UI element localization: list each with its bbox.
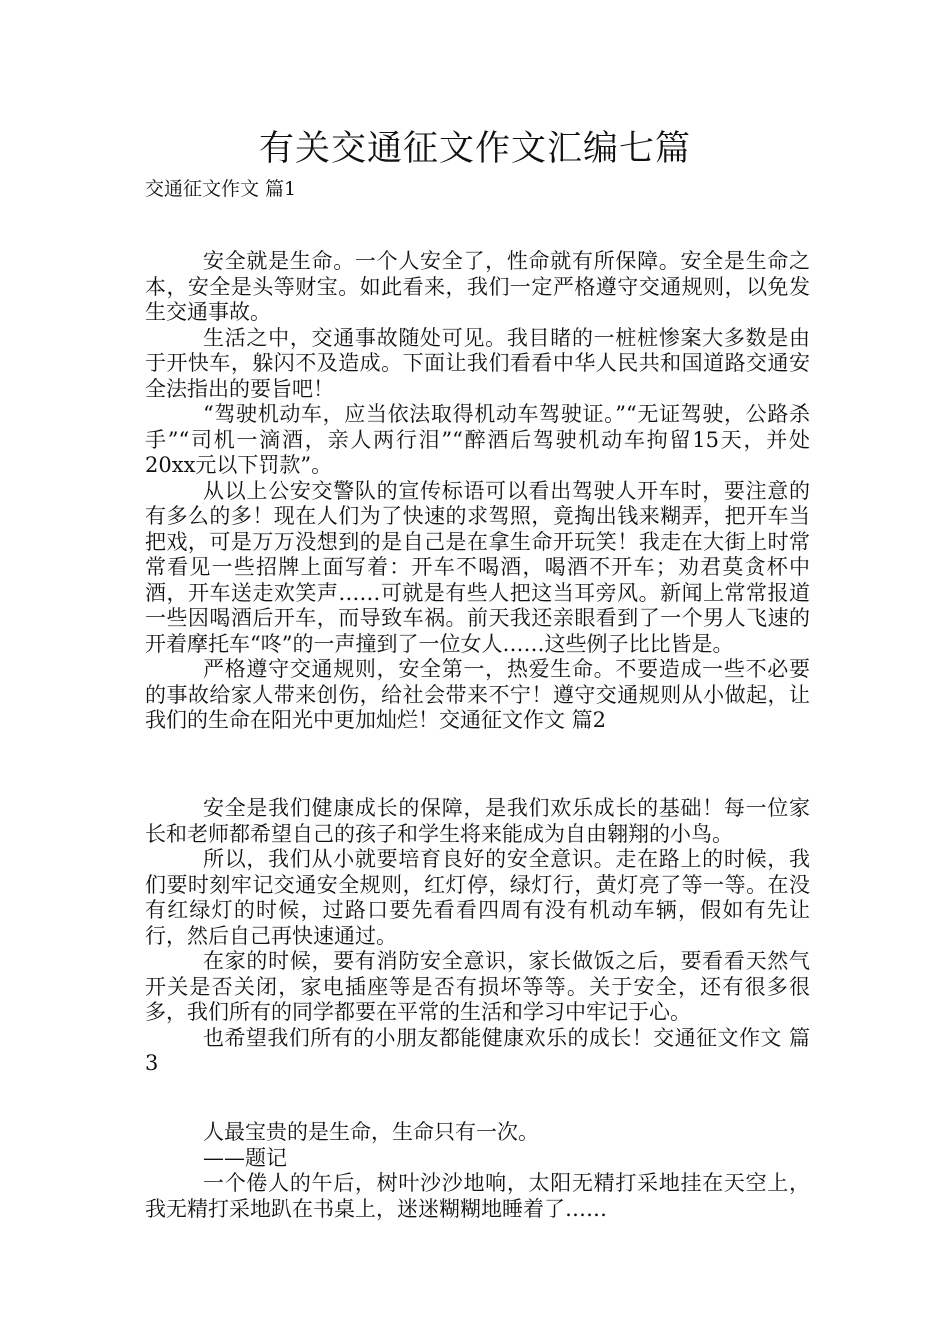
paragraph-text: 严格遵守交通规则，安全第一，热爱生命。不要造成一些不必要的事故给家人带来创伤，给社会带来不宁！遵守交通规则从小做起，让我们的生命在阳光中更加灿烂！: [145, 657, 810, 732]
paragraph: 从以上公安交警队的宣传标语可以看出驾驶人开车时，要注意的有多么的多！现在人们为了快速的求驾照，竟掏出钱来糊弄，把开车当把戏，可是万万没想到的是自己是在拿生命开玩笑！我走在大街上时常常看见一些招牌上面写着：开车不喝酒，喝酒不开车；劝君莫贪杯中酒，开车送走欢笑声……可就是有些人把这当耳旁风。新闻上常常报道一些因喝酒后开车，而导致车祸。前天我还亲眼看到了一个男人飞速的开着摩托车“咚”的一声撞到了一位女人……这些例子比比皆是。: [145, 478, 810, 656]
paragraph: 安全就是生命。一个人安全了，性命就有所保障。安全是生命之本，安全是头等财宝。如此看来，我们一定严格遵守交通规则，以免发生交通事故。: [145, 249, 810, 324]
section-heading-3: 交通征文作文 篇3: [145, 1025, 810, 1075]
section-3-body: [145, 1120, 810, 1222]
epigraph-attribution: ——题记: [203, 1145, 287, 1170]
paragraph: 生活之中，交通事故随处可见。我目睹的一桩桩惨案大多数是由于开快车，躲闪不及造成。下面让我们看看中华人民共和国道路交通安全法指出的要旨吧！: [145, 325, 810, 401]
section-1-body: [145, 249, 810, 734]
paragraph-with-heading: [145, 1026, 810, 1077]
section-heading-2: 交通征文作文 篇2: [439, 708, 607, 732]
paragraph: 在家的时候，要有消防安全意识，家长做饭之后，要看看天然气开关是否关闭，家电插座等是否有损坏等等。关于安全，还有很多很多，我们所有的同学都要在平常的生活和学习中牢记于心。: [145, 949, 810, 1024]
paragraph: “驾驶机动车，应当依法取得机动车驾驶证。”“无证驾驶，公路杀手”“司机一滴酒，亲人两行泪”“醉酒后驾驶机动车拘留15天，并处20xx元以下罚款”。: [145, 402, 810, 477]
paragraph-text: 也希望我们所有的小朋友都能健康欢乐的成长！: [203, 1025, 654, 1050]
section-2-body: [145, 796, 810, 1077]
paragraph: 安全是我们健康成长的保障，是我们欢乐成长的基础！每一位家长和老师都希望自己的孩子和学生将来能成为自由翱翔的小鸟。: [145, 796, 810, 846]
document-title: 有关交通征文作文汇编七篇: [258, 129, 691, 169]
paragraph: 人最宝贵的是生命，生命只有一次。: [203, 1120, 539, 1144]
section-heading-1: 交通征文作文 篇1: [145, 178, 297, 200]
paragraph: 所以，我们从小就要培育良好的安全意识。走在路上的时候，我们要时刻牢记交通安全规则，红灯停，绿灯行，黄灯亮了等一等。在没有红绿灯的时候，过路口要先看看四周有没有机动车辆，假如有先让行，然后自己再快速通过。: [145, 847, 810, 948]
paragraph: 一个倦人的午后，树叶沙沙地响，太阳无精打采地挂在天空上，我无精打采地趴在书桌上，迷迷糊糊地睡着了……: [145, 1171, 810, 1221]
paragraph-with-heading: [145, 657, 810, 734]
